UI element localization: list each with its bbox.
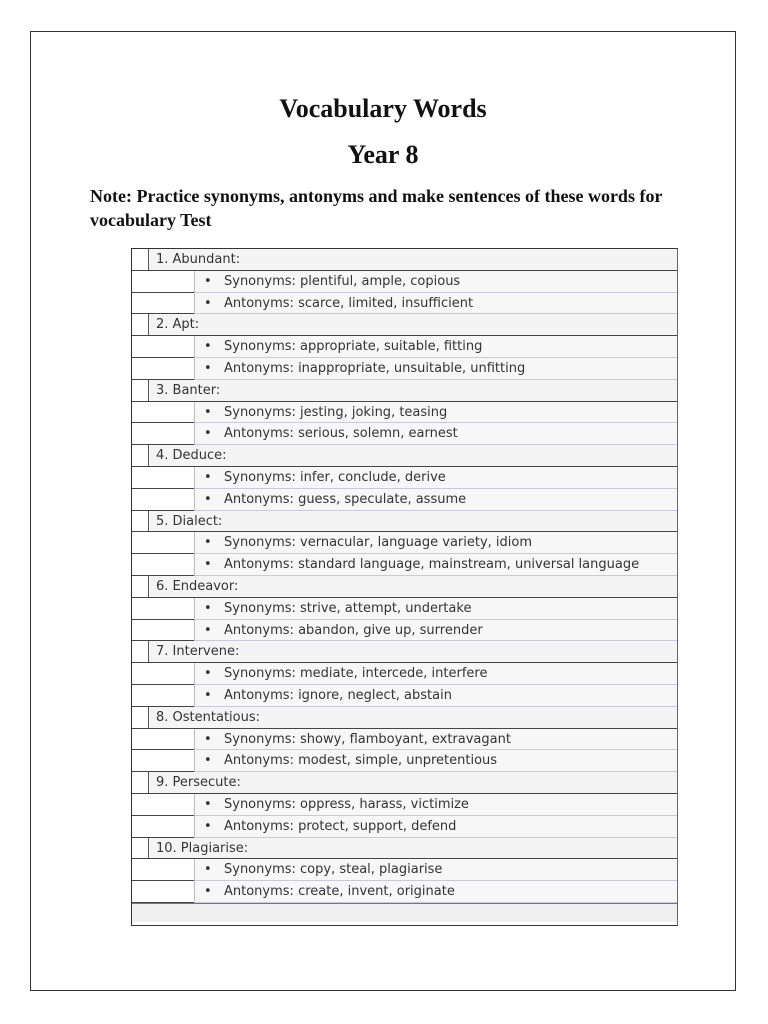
vocab-word-row (132, 511, 677, 533)
synonyms-text: Synonyms: oppress, harass, victimize (224, 796, 469, 812)
row-margin (132, 772, 149, 793)
row-margin (132, 489, 194, 511)
row-margin (132, 467, 194, 489)
row-margin (132, 685, 194, 707)
synonyms-text: Synonyms: vernacular, language variety, idiom (224, 535, 533, 551)
vocab-word-row (132, 445, 677, 467)
row-margin (132, 554, 194, 576)
bullet-icon: • (204, 862, 212, 878)
bullet-icon: • (204, 535, 212, 551)
synonyms-text: Synonyms: jesting, joking, teasing (224, 404, 448, 420)
antonyms-row (132, 816, 677, 838)
synonyms-text: Synonyms: plentiful, ample, copious (224, 273, 461, 289)
vocab-word-row (132, 576, 677, 598)
antonyms-text: Antonyms: ignore, neglect, abstain (224, 687, 452, 703)
row-margin (132, 750, 194, 772)
vocab-word-row (132, 380, 677, 402)
vocab-word-label: 5. Dialect: (156, 513, 223, 529)
row-margin (132, 380, 149, 401)
row-margin (132, 838, 149, 859)
vocab-word-label: 9. Persecute: (156, 775, 241, 791)
antonyms-text: Antonyms: standard language, mainstream, universal language (224, 557, 640, 573)
synonyms-text: Synonyms: mediate, intercede, interfere (224, 666, 488, 682)
bullet-icon: • (204, 469, 212, 485)
antonyms-text: Antonyms: abandon, give up, surrender (224, 622, 483, 638)
row-margin (132, 598, 194, 620)
synonyms-text: Synonyms: copy, steal, plagiarise (224, 862, 443, 878)
row-margin (132, 293, 194, 315)
synonyms-row (132, 859, 677, 881)
antonyms-row (132, 293, 677, 315)
row-margin (132, 707, 149, 728)
synonyms-row (132, 598, 677, 620)
antonyms-row (132, 750, 677, 772)
row-margin (132, 641, 149, 662)
bullet-icon: • (204, 273, 212, 289)
antonyms-text: Antonyms: protect, support, defend (224, 818, 457, 834)
bullet-icon: • (204, 600, 212, 616)
synonyms-row (132, 532, 677, 554)
note-text: Note: Practice synonyms, antonyms and make sentences of these words for vocabulary Test (90, 186, 663, 230)
antonyms-row (132, 620, 677, 642)
synonyms-row (132, 663, 677, 685)
bullet-icon: • (204, 884, 212, 900)
vocab-word-label: 2. Apt: (156, 317, 200, 333)
row-margin (132, 249, 149, 270)
row-margin (132, 511, 149, 532)
bullet-icon: • (204, 360, 212, 376)
empty-row (132, 903, 677, 922)
synonyms-text: Synonyms: strive, attempt, undertake (224, 600, 472, 616)
row-margin (132, 881, 194, 903)
vocab-word-label: 10. Plagiarise: (156, 840, 249, 856)
vocab-word-row (132, 314, 677, 336)
document-page (30, 31, 736, 991)
vocab-word-row (132, 838, 677, 860)
antonyms-row (132, 685, 677, 707)
row-margin (132, 358, 194, 380)
synonyms-text: Synonyms: appropriate, suitable, fitting (224, 339, 483, 355)
vocab-word-label: 3. Banter: (156, 382, 221, 398)
row-margin (132, 445, 149, 466)
row-margin (132, 532, 194, 554)
bullet-icon: • (204, 796, 212, 812)
vocab-word-row (132, 772, 677, 794)
row-margin (132, 576, 149, 597)
row-margin (132, 816, 194, 838)
vocab-word-label: 8. Ostentatious: (156, 709, 260, 725)
vocab-word-label: 6. Endeavor: (156, 578, 239, 594)
row-margin (132, 859, 194, 881)
antonyms-row (132, 881, 677, 903)
page-subtitle: Year 8 (347, 140, 419, 169)
bullet-icon: • (204, 622, 212, 638)
antonyms-text: Antonyms: scarce, limited, insufficient (224, 295, 474, 311)
bullet-icon: • (204, 731, 212, 747)
row-margin (132, 663, 194, 685)
synonyms-row (132, 271, 677, 293)
row-margin (132, 794, 194, 816)
synonyms-row (132, 336, 677, 358)
row-margin (132, 620, 194, 642)
bullet-icon: • (204, 404, 212, 420)
bullet-icon: • (204, 426, 212, 442)
synonyms-row (132, 794, 677, 816)
row-margin (132, 423, 194, 445)
synonyms-row (132, 729, 677, 751)
antonyms-row (132, 489, 677, 511)
antonyms-text: Antonyms: serious, solemn, earnest (224, 426, 458, 442)
synonyms-row (132, 402, 677, 424)
bullet-icon: • (204, 339, 212, 355)
antonyms-row (132, 554, 677, 576)
bullet-icon: • (204, 557, 212, 573)
synonyms-text: Synonyms: showy, flamboyant, extravagant (224, 731, 511, 747)
vocab-word-row (132, 249, 677, 271)
bullet-icon: • (204, 687, 212, 703)
bullet-icon: • (204, 295, 212, 311)
antonyms-text: Antonyms: inappropriate, unsuitable, unfitting (224, 360, 526, 376)
vocab-word-label: 7. Intervene: (156, 644, 240, 660)
antonyms-text: Antonyms: create, invent, originate (224, 884, 455, 900)
row-margin (132, 314, 149, 335)
bullet-icon: • (204, 753, 212, 769)
vocab-word-row (132, 641, 677, 663)
antonyms-row (132, 423, 677, 445)
row-margin (132, 729, 194, 751)
vocab-word-label: 1. Abundant: (156, 252, 241, 267)
vocab-word-row (132, 707, 677, 729)
row-margin (132, 402, 194, 424)
synonyms-row (132, 467, 677, 489)
bullet-icon: • (204, 666, 212, 682)
row-margin (132, 271, 194, 293)
row-margin (132, 336, 194, 358)
antonyms-text: Antonyms: modest, simple, unpretentious (224, 753, 498, 769)
vocabulary-list (131, 248, 678, 926)
bullet-icon: • (204, 491, 212, 507)
antonyms-row (132, 358, 677, 380)
synonyms-text: Synonyms: infer, conclude, derive (224, 469, 446, 485)
bullet-icon: • (204, 818, 212, 834)
antonyms-text: Antonyms: guess, speculate, assume (224, 491, 467, 507)
vocab-word-label: 4. Deduce: (156, 448, 227, 464)
page-title: Vocabulary Words (279, 94, 487, 123)
